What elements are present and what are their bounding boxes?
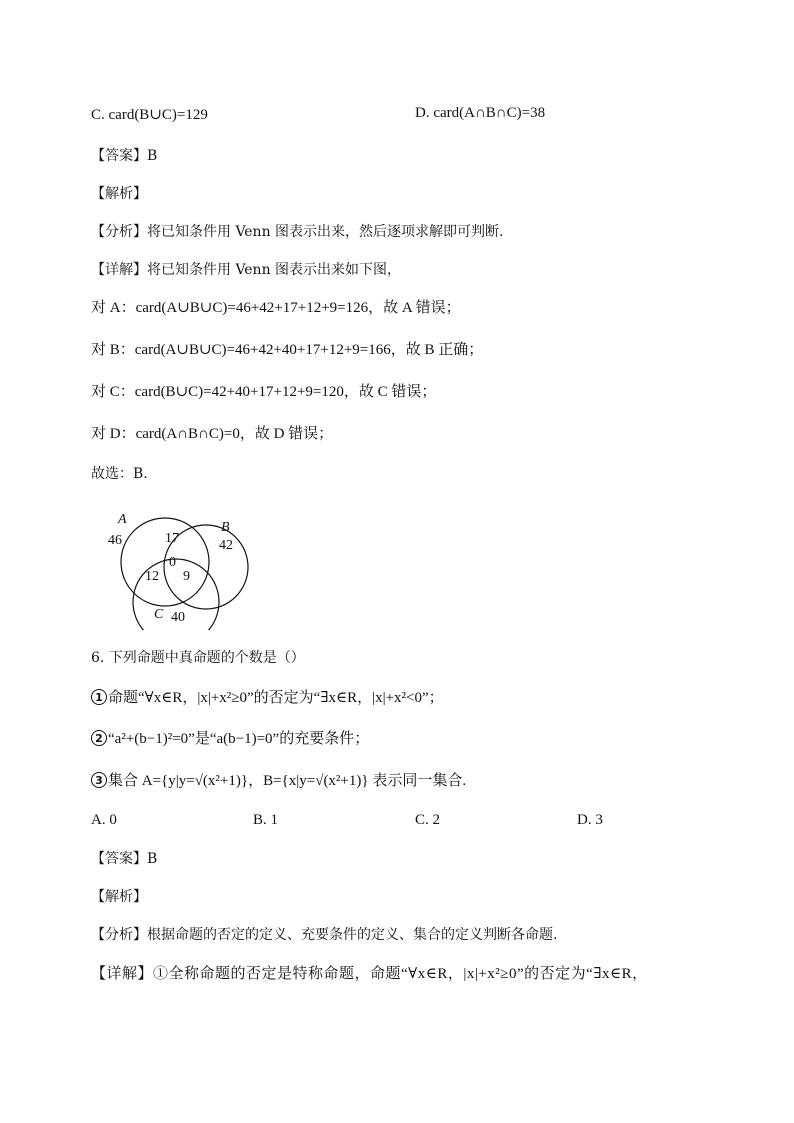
region-ac: 12	[145, 569, 159, 584]
statement-1-number: 1	[91, 689, 107, 705]
solution-line-a: 对 A：card(A∪B∪C)=46+42+17+12+9=126，故 A 错误；	[91, 300, 461, 316]
q6-stem: 6. 下列命题中真命题的个数是（）	[91, 650, 305, 666]
analysis-summary: 【分析】将已知条件用 Venn 图表示出来，然后逐项求解即可判断.	[91, 224, 504, 240]
statement-1: 1 命题“∀x∈R，|x|+x²≥0”的否定为“∃x∈R，|x|+x²<0”；	[91, 688, 444, 708]
solution-line-d: 对 D：card(A∩B∩C)=0，故 D 错误；	[91, 426, 334, 442]
statement-3: 3 集合 A={y|y=√(x²+1)}，B={x|y=√(x²+1)} 表示同一集合.	[91, 771, 466, 791]
venn-diagram	[91, 500, 261, 630]
answer-label: 【答案】B	[91, 148, 158, 164]
solution-line-b: 对 B：card(A∪B∪C)=46+42+40+17+12+9=166，故 B 正确；	[91, 342, 484, 358]
detailed-solution: 【详解】将已知条件用 Venn 图表示出来如下图，	[91, 262, 402, 278]
q6-analysis-heading: 【解析】	[91, 889, 147, 905]
final-choice: 故选：B.	[91, 466, 148, 482]
q6-detailed-solution: 【详解】①全称命题的否定是特称命题，命题“∀x∈R，|x|+x²≥0”的否定为“∃x∈R，	[91, 966, 648, 982]
q6-option-b: B. 1	[253, 812, 279, 828]
label-c: C	[154, 607, 164, 622]
region-abc: 0	[169, 555, 176, 570]
label-b: B	[221, 520, 230, 535]
q6-option-c: C. 2	[415, 812, 441, 828]
region-a-only: 46	[108, 533, 122, 548]
option-c: C. card(B∪C)=129	[91, 107, 208, 123]
q6-answer-label: 【答案】B	[91, 851, 158, 867]
q6-option-d: D. 3	[577, 812, 603, 828]
statement-3-number: 3	[91, 772, 107, 788]
region-bc: 9	[183, 569, 190, 584]
statement-2-number: 2	[91, 730, 107, 746]
statement-2: 2 “a²+(b−1)²=0”是“a(b−1)=0”的充要条件；	[91, 729, 369, 749]
q6-analysis-summary: 【分析】根据命题的否定的定义、充要条件的定义、集合的定义判断各命题.	[91, 927, 558, 943]
solution-line-c: 对 C：card(B∪C)=42+40+17+12+9=120，故 C 错误；	[91, 384, 437, 400]
analysis-heading: 【解析】	[91, 186, 147, 202]
q6-option-a: A. 0	[91, 812, 117, 828]
region-b-only: 42	[219, 538, 233, 553]
option-d: D. card(A∩B∩C)=38	[415, 105, 546, 121]
region-ab: 17	[165, 531, 179, 546]
label-a: A	[118, 512, 127, 527]
region-c-only: 40	[171, 610, 185, 625]
